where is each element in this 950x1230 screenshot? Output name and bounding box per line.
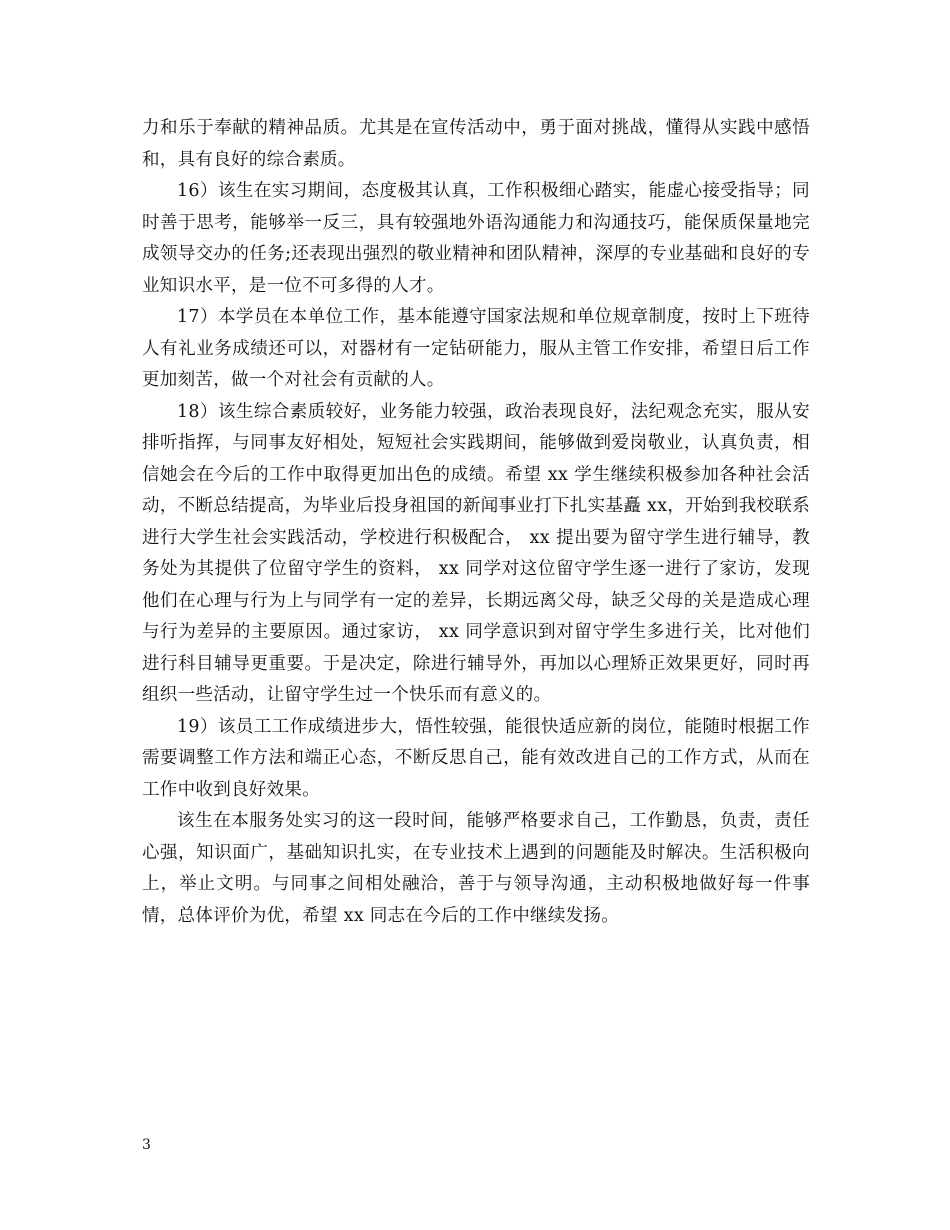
page-number: 3 — [142, 1137, 151, 1153]
paragraph-continuation: 力和乐于奉献的精神品质。尤其是在宣传活动中，勇于面对挑战，懂得从实践中感悟和，具有良好的综合素质。 — [142, 118, 810, 170]
paragraph-item-16: 16）该生在实习期间，态度极其认真，工作积极细心踏实，能虚心接受指导；同时善于思考，能够举一反三，具有较强地外语沟通能力和沟通技巧，能保质保量地完成领导交办的任务;还表现出强烈的敬业精神和团队精神，深厚的专业基础和良好的专业知识水平，是一位不可多得的人才。 — [142, 181, 810, 296]
paragraph-item-19: 19）该员工工作成绩进步大，悟性较强，能很快适应新的岗位，能随时根据工作需要调整工作方法和端正心态，不断反思自己，能有效改进自己的工作方式，从而在工作中收到良好效果。 — [142, 716, 810, 800]
paragraph-closing: 该生在本服务处实习的这一段时间，能够严格要求自己，工作勤恳，负责，责任心强，知识面广，基础知识扎实，在专业技术上遇到的问题能及时解决。生活积极向上，举止文明。与同事之间相处融洽，善于与领导沟通，主动积极地做好每一件事情，总体评价为优，希望 xx 同志在今后的工作中继续发扬。 — [142, 811, 810, 926]
paragraph-item-18: 18）该生综合素质较好，业务能力较强，政治表现良好，法纪观念充实，服从安排听指挥，与同事友好相处，短短社会实践期间，能够做到爱岗敬业，认真负责，相信她会在今后的工作中取得更加出色的成绩。希望 xx 学生继续积极参加各种社会活动，不断总结提高，为毕业后投身祖国的新闻事业打下扎实基矗 xx，开始到我校联系进行大学生社会实践活动，学校进行积极配合， xx 提出要为留守学生进行辅导，教务处为其提供了位留守学生的资料， xx 同学对这位留守学生逐一进行了家访，发现他们在心理与行为上与同学有一定的差异，长期远离父母，缺乏父母的关是造成心理与行为差异的主要原因。通过家访， xx 同学意识到对留守学生多进行关，比对他们进行科目辅导更重要。于是决定，除进行辅导外，再加以心理矫正效果更好，同时再组织一些活动，让留守学生过一个快乐而有意义的。 — [142, 401, 810, 705]
document-body — [142, 113, 810, 932]
paragraph-item-17: 17）本学员在本单位工作，基本能遵守国家法规和单位规章制度，按时上下班待人有礼业务成绩还可以，对器材有一定钻研能力，服从主管工作安排，希望日后工作更加刻苦，做一个对社会有贡献的人。 — [142, 307, 810, 390]
